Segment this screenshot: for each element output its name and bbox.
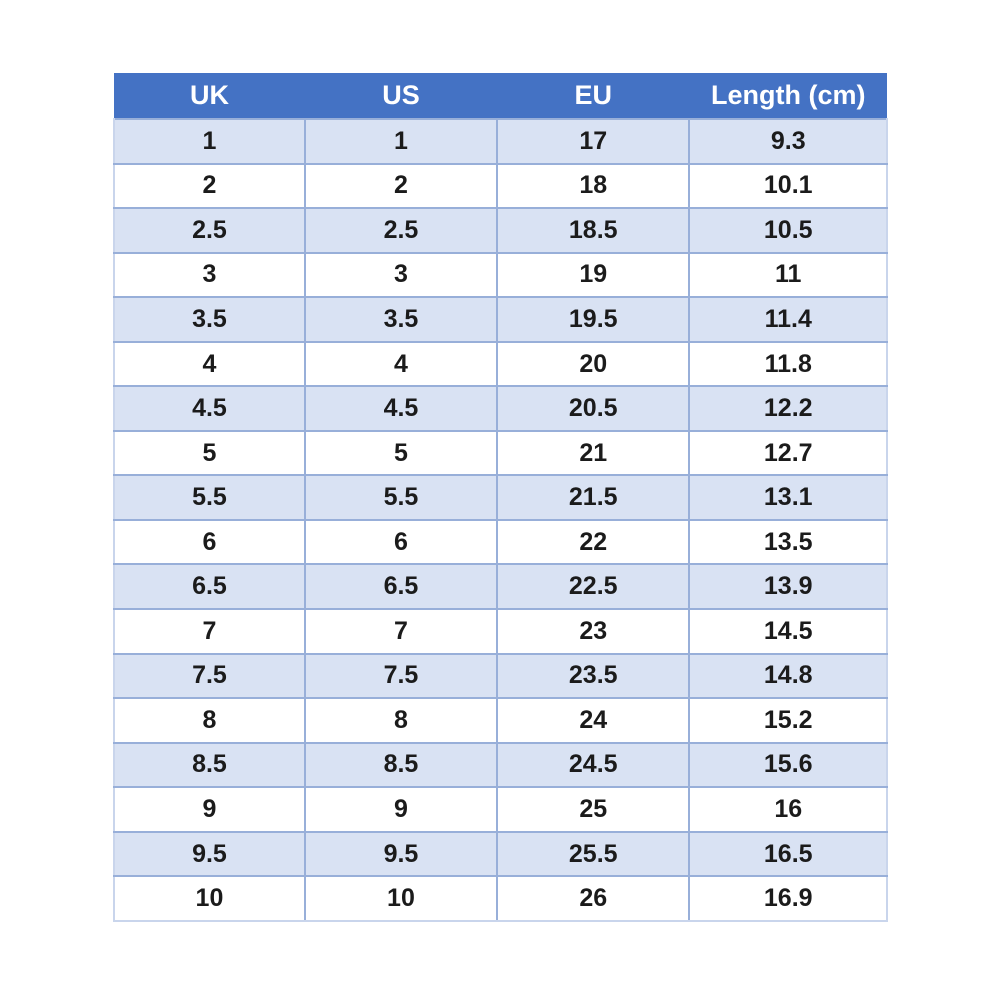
table-cell: 17 bbox=[497, 119, 689, 164]
table-row bbox=[114, 386, 887, 431]
table-row bbox=[114, 475, 887, 520]
table-row bbox=[114, 787, 887, 832]
table-row bbox=[114, 297, 887, 342]
table-cell: 24.5 bbox=[497, 743, 689, 788]
table-cell: 3 bbox=[114, 253, 305, 298]
table-cell: 18 bbox=[497, 164, 689, 209]
table-cell: 12.2 bbox=[689, 386, 887, 431]
table-row bbox=[114, 119, 887, 164]
table-cell: 1 bbox=[305, 119, 497, 164]
table-cell: 13.5 bbox=[689, 520, 887, 565]
table-cell: 15.2 bbox=[689, 698, 887, 743]
table-cell: 4.5 bbox=[114, 386, 305, 431]
table-cell: 25 bbox=[497, 787, 689, 832]
table-cell: 3.5 bbox=[114, 297, 305, 342]
table-cell: 14.8 bbox=[689, 654, 887, 699]
table-cell: 6 bbox=[305, 520, 497, 565]
table-header-row bbox=[114, 73, 887, 119]
table-cell: 14.5 bbox=[689, 609, 887, 654]
table-cell: 22 bbox=[497, 520, 689, 565]
table-cell: 8 bbox=[305, 698, 497, 743]
table-cell: 10 bbox=[305, 876, 497, 921]
table-row bbox=[114, 876, 887, 921]
table-row bbox=[114, 609, 887, 654]
table-cell: 2.5 bbox=[305, 208, 497, 253]
table-cell: 11.4 bbox=[689, 297, 887, 342]
table-cell: 9 bbox=[114, 787, 305, 832]
table-cell: 22.5 bbox=[497, 564, 689, 609]
table-cell: 13.1 bbox=[689, 475, 887, 520]
table-cell: 19 bbox=[497, 253, 689, 298]
table-cell: 2 bbox=[305, 164, 497, 209]
table-cell: 24 bbox=[497, 698, 689, 743]
table-cell: 2.5 bbox=[114, 208, 305, 253]
table-row bbox=[114, 832, 887, 877]
table-cell: 19.5 bbox=[497, 297, 689, 342]
table-cell: 21 bbox=[497, 431, 689, 476]
table-cell: 7 bbox=[305, 609, 497, 654]
table-cell: 7 bbox=[114, 609, 305, 654]
table-cell: 1 bbox=[114, 119, 305, 164]
table-row bbox=[114, 164, 887, 209]
table-cell: 20.5 bbox=[497, 386, 689, 431]
table-cell: 23 bbox=[497, 609, 689, 654]
table-cell: 8 bbox=[114, 698, 305, 743]
table-row bbox=[114, 564, 887, 609]
table-row bbox=[114, 208, 887, 253]
table-cell: 9 bbox=[305, 787, 497, 832]
table-cell: 12.7 bbox=[689, 431, 887, 476]
table-cell: 3 bbox=[305, 253, 497, 298]
column-header-length-cm: Length (cm) bbox=[689, 73, 887, 119]
table-cell: 7.5 bbox=[305, 654, 497, 699]
table-row bbox=[114, 253, 887, 298]
table-cell: 20 bbox=[497, 342, 689, 387]
table-cell: 26 bbox=[497, 876, 689, 921]
column-header-us: US bbox=[305, 73, 497, 119]
table-cell: 3.5 bbox=[305, 297, 497, 342]
table-cell: 4.5 bbox=[305, 386, 497, 431]
table-cell: 9.5 bbox=[305, 832, 497, 877]
table-cell: 16.9 bbox=[689, 876, 887, 921]
table-cell: 10.5 bbox=[689, 208, 887, 253]
table-cell: 9.5 bbox=[114, 832, 305, 877]
table-cell: 5 bbox=[114, 431, 305, 476]
table-cell: 11 bbox=[689, 253, 887, 298]
table-cell: 8.5 bbox=[114, 743, 305, 788]
table-cell: 4 bbox=[114, 342, 305, 387]
table-cell: 5.5 bbox=[114, 475, 305, 520]
table-cell: 10.1 bbox=[689, 164, 887, 209]
table-cell: 18.5 bbox=[497, 208, 689, 253]
table-cell: 16.5 bbox=[689, 832, 887, 877]
table-cell: 6 bbox=[114, 520, 305, 565]
table-cell: 15.6 bbox=[689, 743, 887, 788]
table-cell: 16 bbox=[689, 787, 887, 832]
table-cell: 8.5 bbox=[305, 743, 497, 788]
column-header-uk: UK bbox=[114, 73, 305, 119]
table-row bbox=[114, 698, 887, 743]
table-cell: 7.5 bbox=[114, 654, 305, 699]
table-cell: 21.5 bbox=[497, 475, 689, 520]
table-header-row bbox=[114, 73, 887, 119]
table-row bbox=[114, 431, 887, 476]
size-conversion-table bbox=[113, 73, 888, 922]
table-row bbox=[114, 342, 887, 387]
table-cell: 2 bbox=[114, 164, 305, 209]
table-cell: 9.3 bbox=[689, 119, 887, 164]
table-row bbox=[114, 743, 887, 788]
table-cell: 10 bbox=[114, 876, 305, 921]
table-cell: 23.5 bbox=[497, 654, 689, 699]
table-row bbox=[114, 520, 887, 565]
table-body bbox=[114, 119, 887, 921]
table-cell: 6.5 bbox=[305, 564, 497, 609]
table-row bbox=[114, 654, 887, 699]
column-header-eu: EU bbox=[497, 73, 689, 119]
table-cell: 4 bbox=[305, 342, 497, 387]
table-cell: 5.5 bbox=[305, 475, 497, 520]
table-cell: 11.8 bbox=[689, 342, 887, 387]
table-cell: 25.5 bbox=[497, 832, 689, 877]
table-cell: 13.9 bbox=[689, 564, 887, 609]
table-cell: 6.5 bbox=[114, 564, 305, 609]
table-cell: 5 bbox=[305, 431, 497, 476]
